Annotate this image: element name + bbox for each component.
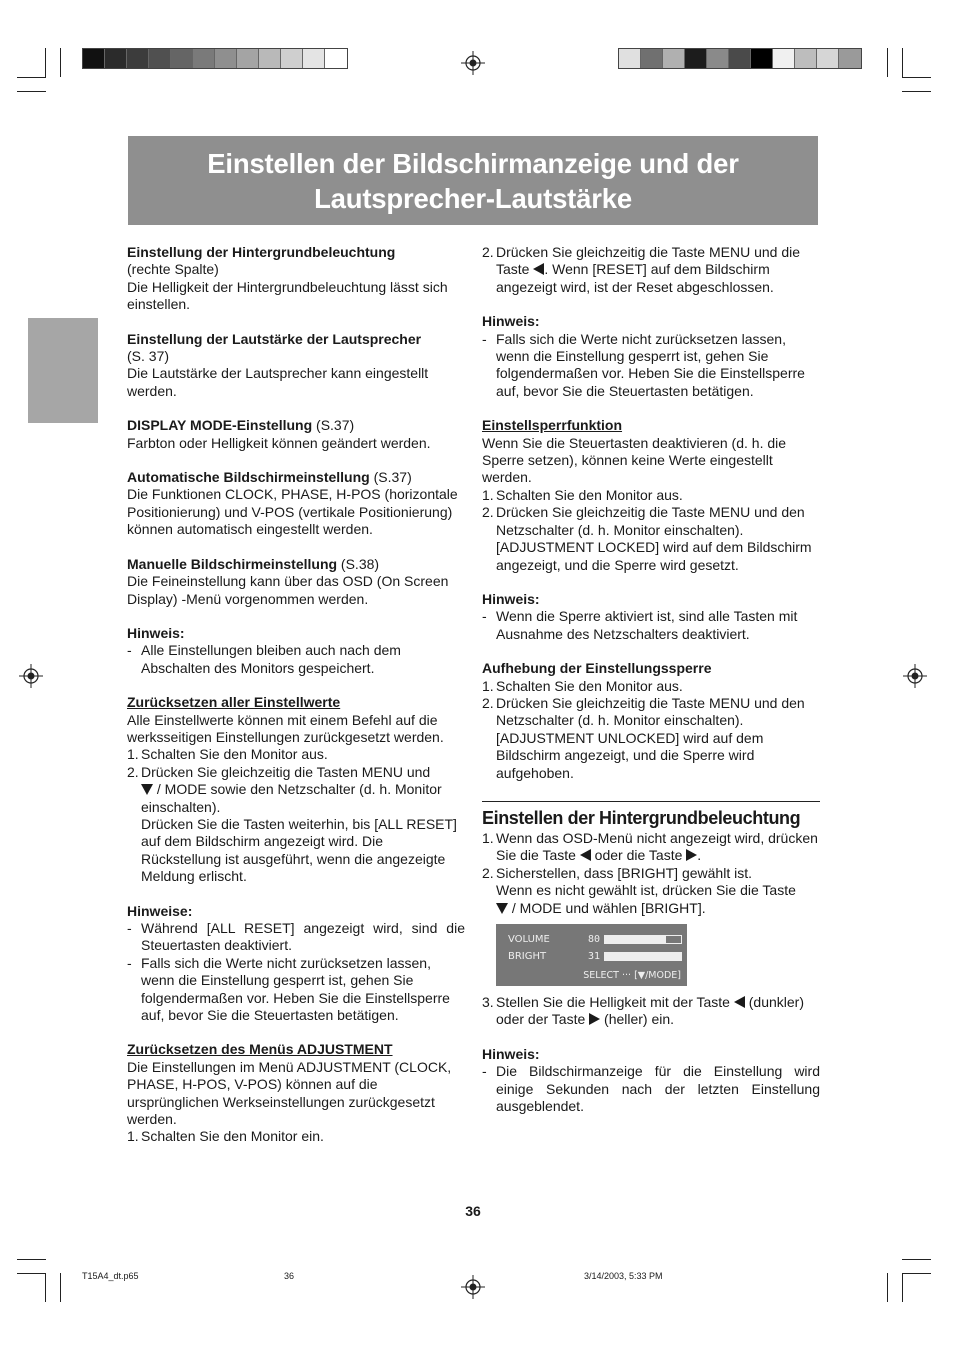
list-item-text: . — [697, 847, 702, 864]
section-ref: (S.37) — [369, 469, 412, 486]
list-item-text: Schalten Sie den Monitor aus. — [496, 677, 683, 694]
side-tab — [28, 318, 98, 423]
section-auto-adjust — [127, 469, 465, 539]
list-item-text: Alle Einstellungen bleiben auch nach dem Abschalten des Monitors gespeichert. — [141, 642, 401, 676]
section-heading: Hinweis: — [482, 313, 540, 330]
left-arrow-icon — [734, 996, 745, 1008]
list-item: 2. Drücken Sie gleichzeitig die Taste MENU und den Netzschalter (d. h. Monitor einschalten). [ADJUSTMENT UNLOCKED] wird auf dem Bildschirm angezeigt, und die Sperre wird aufgehoben. — [482, 695, 820, 782]
list-item: - Während [ALL RESET] angezeigt wird, sind die Steuertasten deaktiviert. — [127, 920, 465, 954]
section-reset-adjustment — [127, 1041, 465, 1145]
right-arrow-icon — [686, 849, 697, 861]
color-swatch — [817, 49, 839, 68]
section-heading: Zurücksetzen des Menüs ADJUSTMENT — [127, 1041, 393, 1058]
section-text: Die Helligkeit der Hintergrundbeleuchtung lässt sich einstellen. — [127, 278, 448, 313]
title-line-2: Lautsprecher-Lautstärke — [314, 182, 632, 214]
list-item-text: Stellen Sie die Helligkeit mit der Taste — [496, 994, 730, 1010]
osd-bright-row — [508, 948, 682, 965]
list-item: - Falls sich die Werte nicht zurücksetzen lassen, wenn die Einstellung gesperrt ist, gehen Sie folgendermaßen vor. Heben Sie die Einstellsperre auf, bevor Sie die Steuertasten betätigen. — [127, 955, 465, 1025]
section-text: Farbton oder Helligkeit können geändert werden. — [127, 434, 431, 451]
right-column — [482, 244, 820, 1115]
list-item-text: Während [ALL RESET] angezeigt wird, sind die Steuertasten deaktiviert. — [141, 920, 465, 954]
section-note — [482, 313, 820, 400]
footer-file: T15A4_dt.p65 — [82, 1271, 139, 1281]
list-item: - Falls sich die Werte nicht zurücksetzen lassen, wenn die Einstellung gesperrt ist, gehen Sie folgendermaßen vor. Heben Sie die Einstellsperre auf, bevor Sie die Steuertasten betätigen. — [482, 331, 820, 401]
color-swatch — [303, 49, 325, 68]
section-note — [482, 591, 820, 643]
section-manual-adjust — [127, 556, 465, 608]
color-swatch — [193, 49, 215, 68]
registration-mark-icon — [19, 664, 43, 688]
list-item-text: . Wenn [RESET] auf dem Bildschirm angezeigt wird, ist der Reset abgeschlossen. — [496, 261, 774, 295]
list-item: 1. Schalten Sie den Monitor aus. — [482, 678, 820, 695]
osd-menu-illustration — [496, 924, 687, 986]
list-item-text: Schalten Sie den Monitor ein. — [141, 1128, 324, 1145]
color-swatch — [215, 49, 237, 68]
osd-bright-fill — [605, 953, 681, 960]
color-swatch — [325, 49, 347, 68]
list-item: 2. Sicherstellen, dass [BRIGHT] gewählt ist. Wenn es nicht gewählt ist, drücken Sie die Taste / MODE und wählen [BRIGHT]. — [482, 864, 796, 916]
section-heading: Manuelle Bildschirmeinstellung — [127, 555, 338, 572]
osd-volume-value: 80 — [587, 934, 600, 945]
down-arrow-icon — [141, 784, 153, 795]
section-heading: Aufhebung der Einstellungssperre — [482, 660, 712, 677]
color-swatch — [795, 49, 817, 68]
list-item-text: Wenn die Sperre aktiviert ist, sind alle Tasten mit Ausnahme des Netzschalters deaktiviert. — [496, 608, 798, 642]
color-swatches-right — [618, 48, 862, 69]
color-swatch — [751, 49, 773, 68]
list-item-text: Drücken Sie gleichzeitig die Taste MENU und die Taste — [496, 244, 801, 278]
color-swatch — [171, 49, 193, 68]
section-notes — [127, 903, 465, 1025]
footer-date: 3/14/2003, 5:33 PM — [584, 1271, 663, 1281]
list-item-text: Schalten Sie den Monitor aus. — [496, 486, 683, 503]
color-swatch — [707, 49, 729, 68]
color-swatch — [839, 49, 861, 68]
section-ref: (rechte Spalte) — [127, 261, 219, 278]
section-text: Die Funktionen CLOCK, PHASE, H-POS (horizontale Positionierung) und V-POS (vertikale Positionierung) können automatisch eingestellt werden. — [127, 486, 458, 538]
color-swatches-left — [82, 48, 348, 69]
section-heading: Einstellsperrfunktion — [482, 417, 623, 434]
osd-bright-value: 31 — [587, 951, 600, 962]
list-item-text: Falls sich die Werte nicht zurücksetzen lassen, wenn die Einstellung gesperrt ist, gehen Sie folgendermaßen vor. Heben Sie die Einstellsperre auf, bevor Sie die Steuertasten betätigen. — [496, 330, 805, 399]
section-heading: Hinweise: — [127, 902, 193, 919]
color-swatch — [773, 49, 795, 68]
color-swatch — [685, 49, 707, 68]
section-ref: (S. 37) — [127, 348, 170, 365]
section-text: Die Einstellungen im Menü ADJUSTMENT (CLOCK, PHASE, H-POS, V-POS) können auf die ursprünglichen Werkseinstellungen zurückgesetzt werden. — [127, 1058, 452, 1128]
osd-volume-row — [508, 931, 682, 948]
section-display-mode — [127, 417, 465, 452]
color-swatch — [663, 49, 685, 68]
section-note — [482, 1046, 820, 1116]
section-backlight-overview — [127, 244, 465, 314]
page-title — [207, 146, 738, 216]
registration-mark-icon — [461, 51, 485, 75]
section-reset-all — [127, 694, 465, 885]
color-swatch — [105, 49, 127, 68]
list-item-text: Drücken Sie gleichzeitig die Tasten MENU und — [141, 763, 431, 780]
osd-volume-bar — [604, 935, 682, 944]
page-number: 36 — [465, 1203, 481, 1219]
registration-mark-icon — [903, 664, 927, 688]
list-item-text: Schalten Sie den Monitor aus. — [141, 746, 328, 763]
osd-volume-fill — [605, 936, 666, 943]
section-heading: Hinweis: — [127, 624, 185, 641]
list-item-text: Drücken Sie gleichzeitig die Taste MENU und den Netzschalter (d. h. Monitor einschalten). — [496, 504, 805, 538]
left-column — [127, 244, 465, 1146]
list-item: 1. Wenn das OSD-Menü nicht angezeigt wird, drücken Sie die Taste oder die Taste . — [482, 829, 818, 864]
list-item-text: (heller) ein. — [600, 1011, 675, 1028]
list-item-text: Drücken Sie gleichzeitig die Taste MENU und den Netzschalter (d. h. Monitor einschalten). [ADJUSTMENT UNLOCKED] wird auf dem Bildschirm angezeigt, und die Sperre wird aufgehoben. — [496, 694, 805, 781]
section-heading: Automatische Bildschirmeinstellung — [127, 469, 370, 486]
list-item: 2. Drücken Sie gleichzeitig die Tasten MENU und / MODE sowie den Netzschalter (d. h. Monitor einschalten). Drücken Sie die Tasten weiterhin, bis [ALL RESET] auf dem Bildschirm angezeigt wird. Die Rückstellung ist ausgeführt, wenn die angezeigte Meldung erlischt. — [127, 763, 457, 885]
color-swatch — [281, 49, 303, 68]
down-arrow-icon — [496, 903, 508, 914]
list-item: 2. Drücken Sie gleichzeitig die Taste MENU und die Taste . Wenn [RESET] auf dem Bildschirm angezeigt wird, ist der Reset abgeschlossen. — [482, 244, 801, 295]
list-item: 2. Drücken Sie gleichzeitig die Taste MENU und den Netzschalter (d. h. Monitor einschalten). [ADJUSTMENT LOCKED] wird auf dem Bildschirm angezeigt, und die Sperre wird gesetzt. — [482, 504, 812, 573]
osd-volume-label: VOLUME — [508, 934, 550, 945]
list-item-text: (dunkler) oder der Taste — [496, 994, 804, 1028]
color-swatch — [729, 49, 751, 68]
list-item-text: Sicherstellen, dass [BRIGHT] gewählt ist. — [496, 864, 752, 881]
list-item-text: [ADJUSTMENT LOCKED] wird auf dem Bildschirm angezeigt, und die Sperre wird gesetzt. — [496, 539, 812, 573]
list-item: 1. Schalten Sie den Monitor aus. — [127, 746, 465, 763]
section-heading: Hinweis: — [482, 590, 540, 607]
section-heading: Einstellung der Hintergrundbeleuchtung — [127, 244, 396, 260]
right-arrow-icon — [589, 1013, 600, 1025]
color-swatch — [83, 49, 105, 68]
color-swatch — [641, 49, 663, 68]
color-swatch — [259, 49, 281, 68]
section-text: Die Lautstärke der Lautsprecher kann eingestellt werden. — [127, 365, 429, 399]
section-unlock — [482, 660, 820, 782]
list-item: 1. Schalten Sie den Monitor ein. — [127, 1128, 465, 1145]
section-note — [127, 625, 465, 677]
section-backlight — [482, 801, 820, 1029]
section-lock-function — [482, 417, 820, 574]
section-ref: (S.38) — [337, 555, 380, 572]
list-item: 1. Schalten Sie den Monitor aus. — [482, 487, 820, 504]
list-item-text: Wenn es nicht gewählt ist, drücken Sie die Taste — [496, 882, 796, 899]
list-item: 3. Stellen Sie die Helligkeit mit der Taste (dunkler) oder der Taste (heller) ein. — [482, 994, 804, 1028]
section-heading: DISPLAY MODE-Einstellung — [127, 417, 313, 434]
section-ref: (S.37) — [312, 417, 355, 434]
list-item-text: oder die Taste — [590, 847, 683, 864]
color-swatch — [237, 49, 259, 68]
list-item-text: / MODE sowie den Netzschalter (d. h. Monitor einschalten). — [141, 781, 442, 815]
list-item: - Alle Einstellungen bleiben auch nach dem Abschalten des Monitors gespeichert. — [127, 642, 465, 677]
section-text: Wenn Sie die Steuertasten deaktivieren (d. h. die Sperre setzen), können keine Werte eingestellt werden. — [482, 434, 787, 486]
title-line-1: Einstellen der Bildschirmanzeige und der — [207, 147, 739, 179]
section-heading: Zurücksetzen aller Einstellwerte — [127, 694, 341, 711]
list-item-text: Falls sich die Werte nicht zurücksetzen lassen, wenn die Einstellung gesperrt ist, gehen Sie folgendermaßen vor. Heben Sie die Einstellsperre auf, bevor Sie die Steuertasten betätigen. — [141, 954, 450, 1024]
section-heading: Hinweis: — [482, 1045, 540, 1062]
section-text: Die Feineinstellung kann über das OSD (On Screen Display) -Menü vorgenommen werden. — [127, 573, 449, 607]
list-item-text: Wenn das OSD-Menü nicht angezeigt wird, drücken Sie die Taste — [496, 829, 818, 864]
section-speaker-volume — [127, 331, 465, 401]
section-text: Alle Einstellwerte können mit einem Befehl auf die werksseitigen Einstellungen zurückgesetzt werden. — [127, 711, 444, 745]
color-swatch — [619, 49, 641, 68]
footer-page: 36 — [284, 1271, 295, 1281]
list-item-text: / MODE und wählen [BRIGHT]. — [508, 899, 706, 916]
section-reset-adjustment-cont — [482, 244, 820, 296]
list-item-text: Drücken Sie die Tasten weiterhin, bis [ALL RESET] auf dem Bildschirm angezeigt wird. Die Rückstellung ist ausgeführt, wenn die angezeigte Meldung erlischt. — [141, 815, 457, 885]
osd-bright-bar — [604, 952, 682, 961]
osd-select-hint: SELECT ··· [▼/MODE] — [583, 969, 681, 981]
list-item: - Die Bildschirmanzeige für die Einstellung wird einige Sekunden nach der letzten Einstellung ausgeblendet. — [482, 1063, 820, 1115]
left-arrow-icon — [533, 263, 544, 275]
color-swatch — [149, 49, 171, 68]
title-banner — [128, 136, 818, 225]
osd-bright-label: BRIGHT — [508, 951, 547, 962]
list-item: - Wenn die Sperre aktiviert ist, sind alle Tasten mit Ausnahme des Netzschalters deaktiviert. — [482, 608, 820, 643]
registration-mark-icon — [461, 1275, 485, 1299]
section-heading: Einstellung der Lautstärke der Lautsprecher — [127, 330, 422, 347]
section-heading: Einstellen der Hintergrundbeleuchtung — [482, 807, 801, 828]
list-item-text: Die Bildschirmanzeige für die Einstellung wird einige Sekunden nach der letzten Einstellung ausgeblendet. — [496, 1063, 820, 1115]
left-arrow-icon — [580, 849, 591, 861]
color-swatch — [127, 49, 149, 68]
